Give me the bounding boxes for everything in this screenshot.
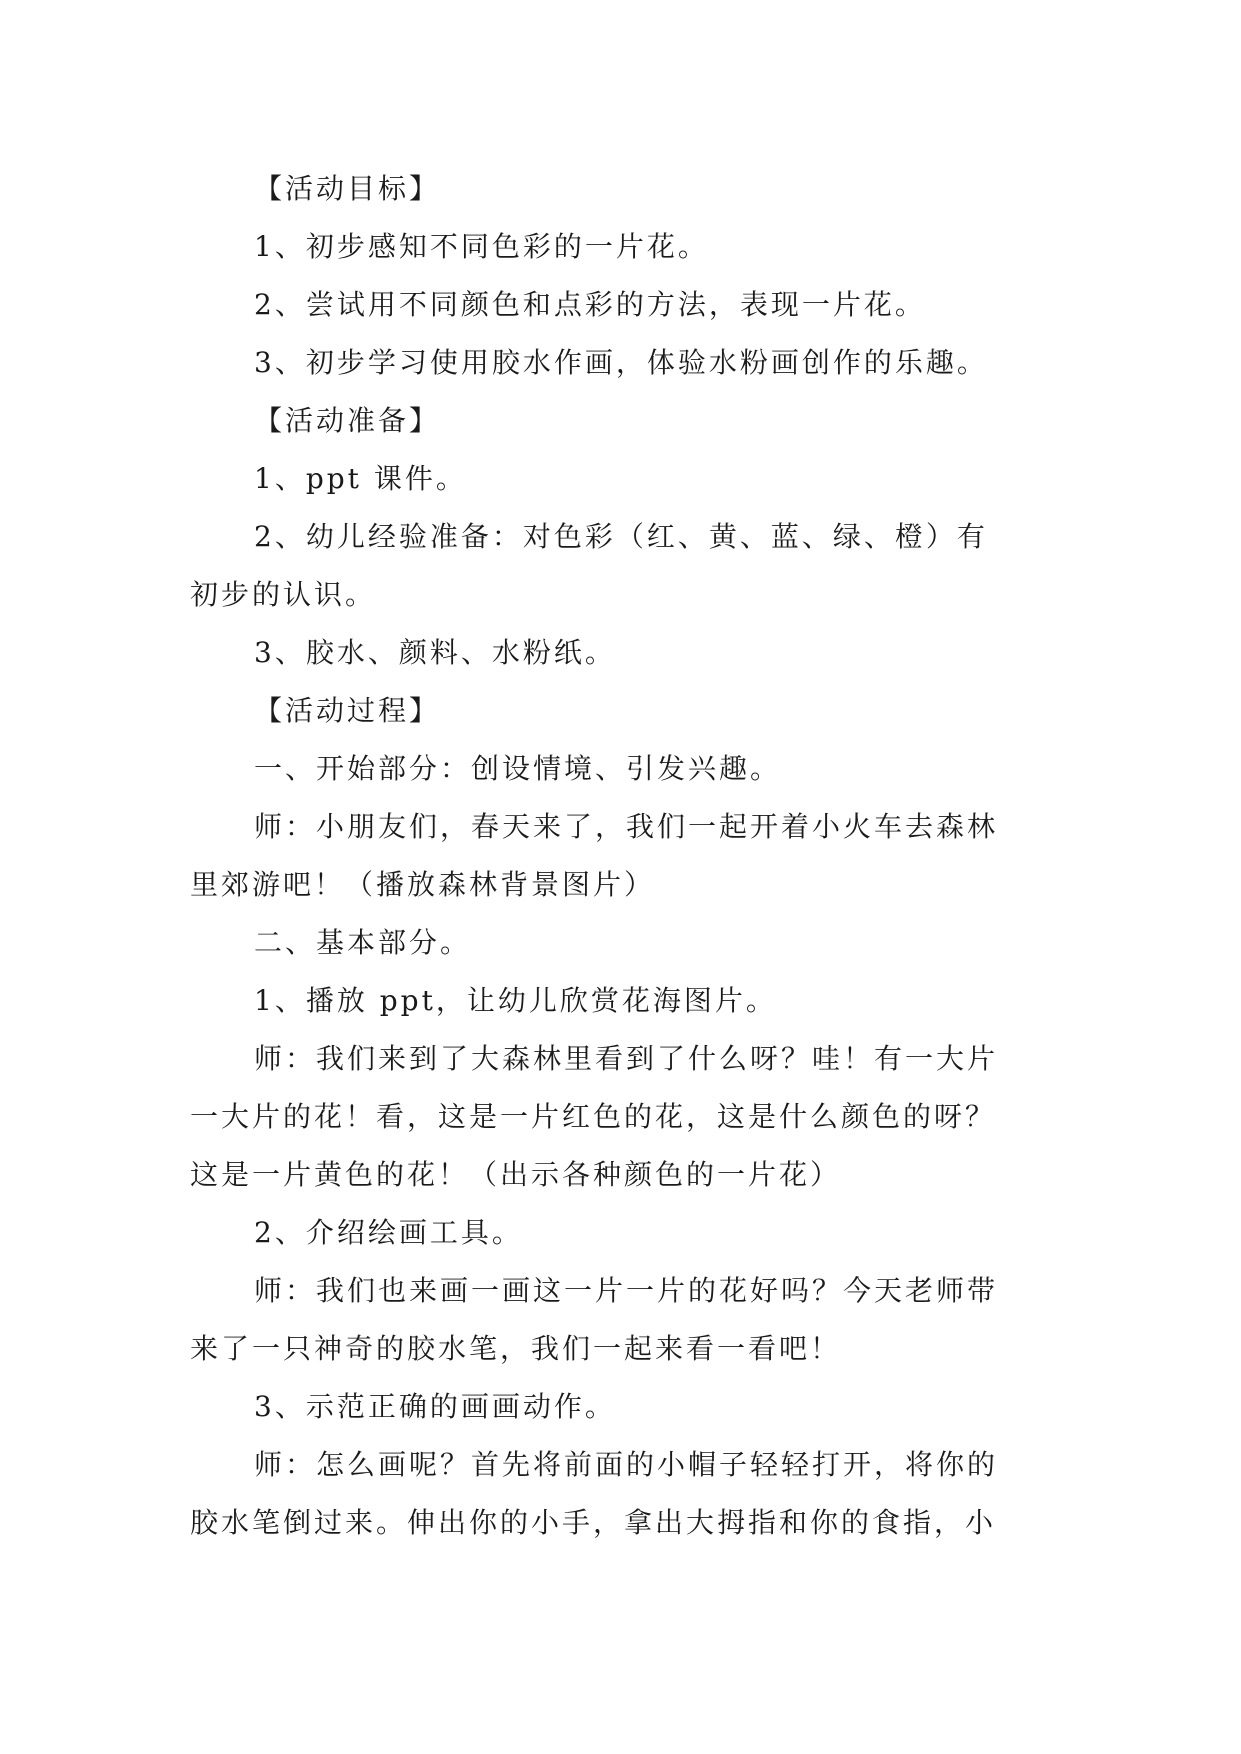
section-heading-process: 【活动过程】 <box>254 694 441 727</box>
paragraph-line: 1、ppt 课件。 <box>254 462 467 495</box>
paragraph-line: 师：我们也来画一画这一片一片的花好吗？今天老师带 <box>254 1274 999 1307</box>
paragraph-line: 胶水笔倒过来。伸出你的小手，拿出大拇指和你的食指，小 <box>190 1506 997 1539</box>
paragraph-line: 二、基本部分。 <box>254 926 472 959</box>
document-body <box>190 160 1070 1552</box>
paragraph-line: 3、初步学习使用胶水作画，体验水粉画创作的乐趣。 <box>254 346 988 379</box>
paragraph-line: 2、尝试用不同颜色和点彩的方法，表现一片花。 <box>254 288 926 321</box>
paragraph-line: 师：小朋友们，春天来了，我们一起开着小火车去森林 <box>254 810 999 843</box>
section-heading-preparation: 【活动准备】 <box>254 404 441 437</box>
paragraph-line: 一、开始部分：创设情境、引发兴趣。 <box>254 752 782 785</box>
paragraph-line: 1、初步感知不同色彩的一片花。 <box>254 230 709 263</box>
paragraph-line: 3、胶水、颜料、水粉纸。 <box>254 636 616 669</box>
paragraph-line: 2、幼儿经验准备：对色彩（红、黄、蓝、绿、橙）有 <box>254 520 988 553</box>
paragraph-line: 2、介绍绘画工具。 <box>254 1216 523 1249</box>
paragraph-line: 师：怎么画呢？首先将前面的小帽子轻轻打开，将你的 <box>254 1448 999 1481</box>
section-heading-goals: 【活动目标】 <box>254 172 441 205</box>
paragraph-line: 3、示范正确的画画动作。 <box>254 1390 616 1423</box>
paragraph-line: 来了一只神奇的胶水笔，我们一起来看一看吧！ <box>190 1332 842 1365</box>
paragraph-line: 一大片的花！看，这是一片红色的花，这是什么颜色的呀？ <box>190 1100 997 1133</box>
paragraph-line: 1、播放 ppt，让幼儿欣赏花海图片。 <box>254 984 777 1017</box>
paragraph-line: 师：我们来到了大森林里看到了什么呀？哇！有一大片 <box>254 1042 999 1075</box>
paragraph-line: 初步的认识。 <box>190 578 377 611</box>
paragraph-line: 这是一片黄色的花！（出示各种颜色的一片花） <box>190 1158 842 1191</box>
paragraph-line: 里郊游吧！（播放森林背景图片） <box>190 868 656 901</box>
